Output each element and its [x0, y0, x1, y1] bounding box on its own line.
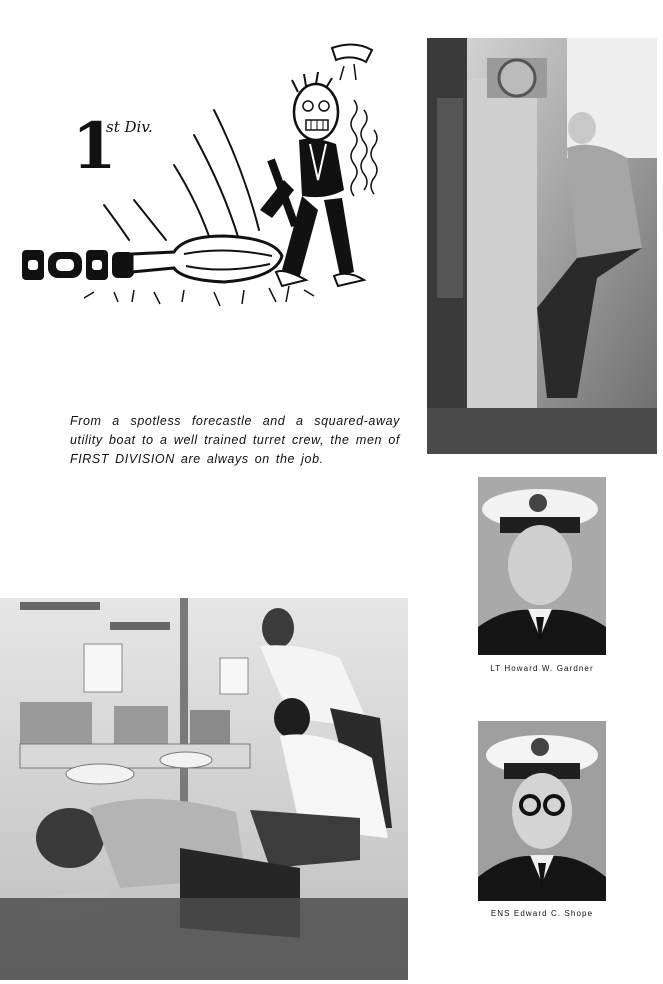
officer-name-shope: ENS Edward C. Shope — [490, 909, 594, 918]
officer-portrait-shope — [478, 721, 606, 901]
washroom-cleaning-photo — [0, 598, 408, 980]
page-caption: From a spotless forecastle and a squared-away utility boat to a well trained turret crew, the men of FIRST DIVISION are always on the job. — [70, 414, 400, 466]
officer-portrait-gardner — [478, 477, 606, 655]
turret-crew-photo — [427, 38, 657, 454]
division-numeral: 1 — [72, 109, 117, 184]
division-cartoon — [14, 40, 404, 340]
officer-name-gardner: LT Howard W. Gardner — [490, 664, 594, 673]
division-suffix: st Div. — [106, 118, 153, 136]
